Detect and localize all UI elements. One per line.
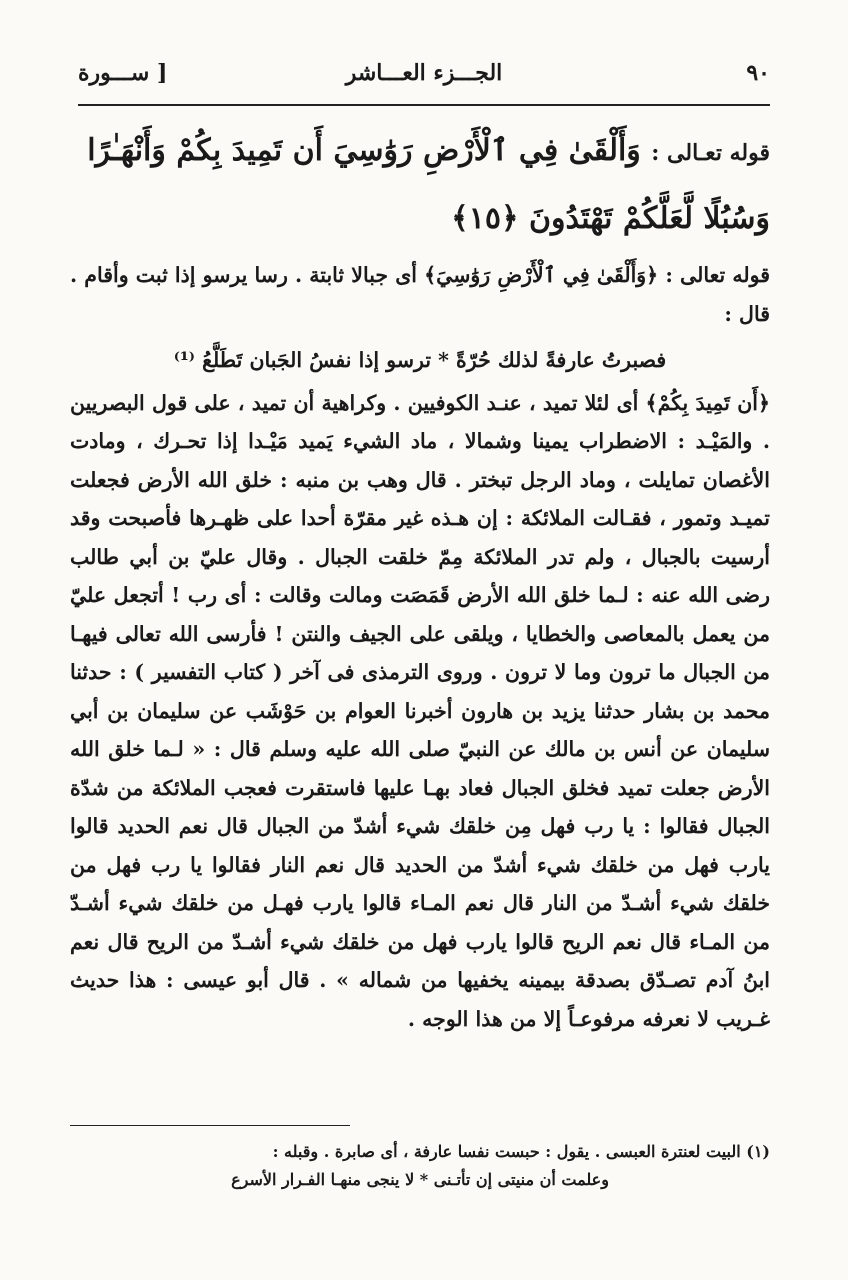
footnote-rule [70, 1125, 350, 1126]
verse-lead: قوله تعـالى : [651, 140, 770, 166]
commentary-body [70, 256, 770, 1038]
running-header [78, 60, 770, 100]
footnote-line-1: (١) البيت لعنترة العبسى . يقول : حبست نفسا عارفة ، أى صابرة . وقبله : [272, 1142, 770, 1161]
surah-label: [ ســـورة [78, 60, 168, 86]
page-number: ٩٠ [746, 60, 770, 86]
footnote-poem: وعلمت أن منيتى إن تأتـنى * لا ينجى منهـا الفـرار الأسرع [231, 1170, 609, 1189]
paragraph-1: قوله تعالى : ﴿وَأَلْقَىٰ فِي ٱلْأَرْضِ رَوَٰسِيَ﴾ أى جبالا ثابتة . رسا يرسو إذا ثبت وأقام . قال : [70, 263, 770, 326]
part-title: الجـــزء العـــاشر [345, 60, 503, 86]
paragraph-2: ﴿أَن تَمِيدَ بِكُمْ﴾ أى لئلا تميد ، عنـد الكوفيين . وكراهية أن تميد ، على قول البصريين . والمَيْـد : الاضطراب يمينا وشمالا ، ماد الشيء يَميد مَيْـدا إذا تحـرك ، ومادت الأغصان تمايلت ، وماد الرجل تبختر . قال وهب بن منبه : خلق الله الأرض فجعلت تميـد وتمور ، فقـالت الملائكة : إن هـذه غير مقرّة أحدا على ظهـرها فأصبحت وقد أرسيت بالجبال ، ولم تدر الملائكة مِمّ خلقت الجبال . وقال عليّ بن أبي طالب رضى الله عنه : لـما خلق الله الأرض قَمَصَت ومالت وقالت : أى رب ! أتجعل عليّ من يعمل بالمعاصى والخطايا ، ويلقى على الجيف والنتن ! فأرسى الله تعالى فيهـا من الجبال ما ترون وما لا ترون . وروى الترمذى فى آخر ( كتاب التفسير ) : حدثنا محمد بن بشار حدثنا يزيد بن هارون أخبرنا العوام بن حَوْشَب عن سليمان بن أبي سليمان عن أنس بن مالك عن النبيّ صلى الله عليه وسلم قال : « لـما خلق الله الأرض جعلت تميد فخلق الجبال فعاد بهـا عليها فاستقرت فعجب الملائكة من شدّة الجبال فقالوا : يا رب فهل مِن خلقك شيء أشدّ من الجبال قال نعم الحديد قالوا يارب فهل من خلقك شيء أشدّ من الحديد قال نعم النار فقالوا يا رب فهل من خلقك شيء أشـدّ من النار قال نعم المـاء قالوا يارب فهـل من خلقك شيء أشـدّ من المـاء قال نعم الريح قالوا يارب فهل من خلقك شيء أشـدّ من الريح قال نعم ابنُ آدم تصـدّق بصدقة بيمينه يخفيها من شماله » . قال أبو عيسى : هذا حديث غـريب لا نعرفه مرفوعـاً إلا من هذا الوجه . [70, 390, 770, 1031]
header-rule [78, 104, 770, 106]
footnote [70, 1138, 770, 1194]
poem-line: فصبرتُ عارفةً لذلك حُرّةً * ترسو إذا نفسُ الجَبان تَطَلَّعُ ⁽¹⁾ [173, 348, 667, 372]
quran-verse [60, 118, 770, 252]
verse-text: وَأَلْقَىٰ فِي ٱلْأَرْضِ رَوَٰسِيَ أَن تَمِيدَ بِكُمْ وَأَنْهَـٰرًا وَسُبُلًا لَّعَلَّكُمْ تَهْتَدُونَ ﴿١٥﴾ [87, 133, 770, 236]
